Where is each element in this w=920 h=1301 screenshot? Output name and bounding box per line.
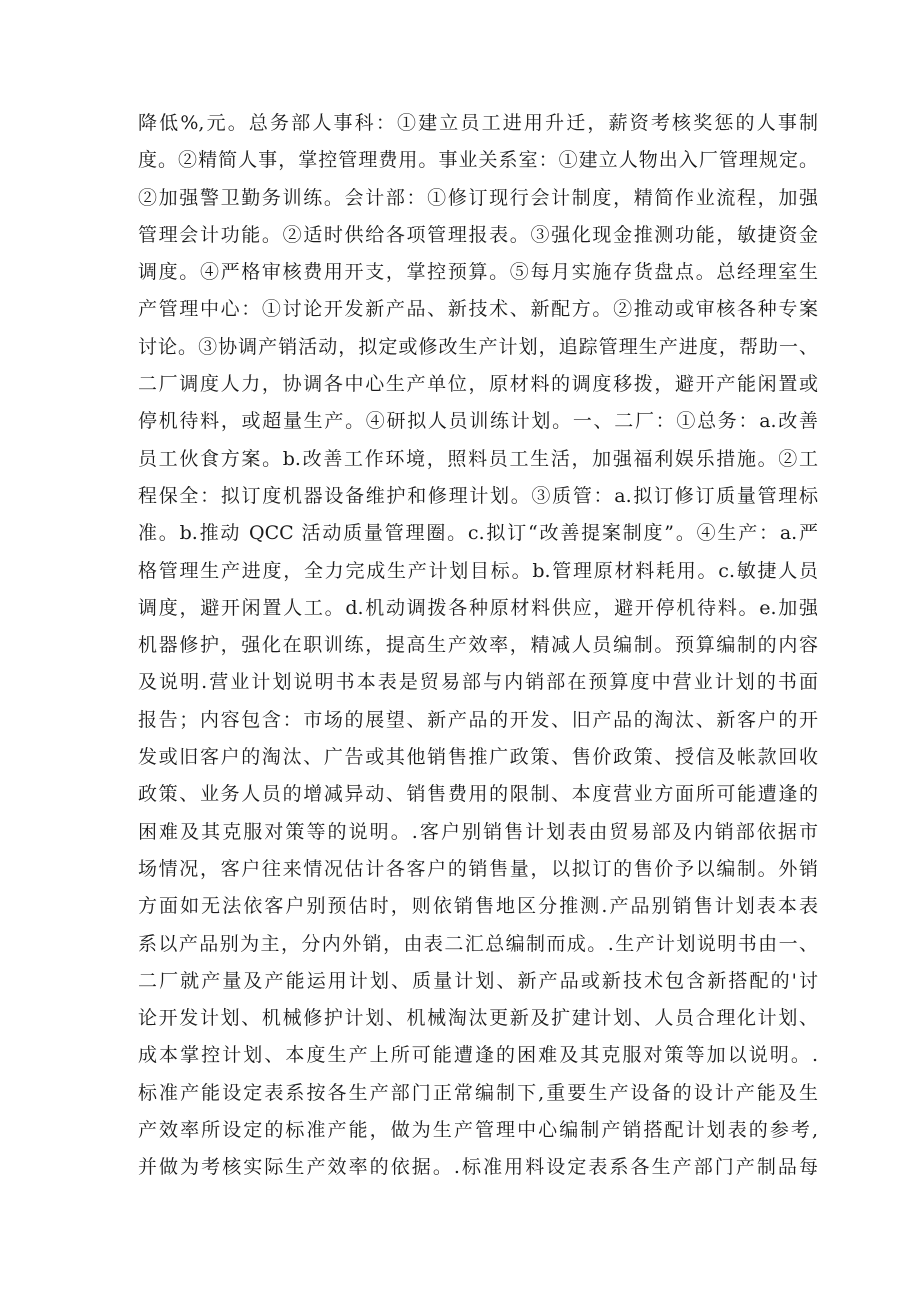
text-line: 论开发计划、机械修护计划、机械淘汰更新及扩建计划、人员合理化计划、	[138, 1007, 818, 1030]
text-line: 产效率所设定的标准产能，做为生产管理中心编制产销搭配计划表的参考,	[138, 1119, 818, 1142]
text-line: 困难及其克服对策等的说明。.客户别销售计划表由贸易部及内销部依据市	[138, 820, 818, 843]
text-line: 停机待料，或超量生产。④研拟人员训练计划。一、二厂：①总务：a.改善	[138, 410, 818, 433]
text-line: 发或旧客户的淘汰、广告或其他销售推广政策、售价政策、授信及帐款回收	[138, 746, 818, 769]
text-line: 二厂调度人力，协调各中心生产单位，原材料的调度移拨，避开产能闲置或	[138, 373, 818, 396]
text-line: 政策、业务人员的增减异动、销售费用的限制、本度营业方面所可能遭逢的	[138, 783, 818, 806]
text-line: 标准产能设定表系按各生产部门正常编制下,重要生产设备的设计产能及生	[138, 1081, 818, 1104]
text-line: 员工伙食方案。b.改善工作环境，照料员工生活，加强福利娱乐措施。②工	[138, 447, 818, 470]
text-line: 降低%,元。总务部人事科：①建立员工进用升迁，薪资考核奖惩的人事制	[138, 112, 818, 134]
document-body	[138, 105, 818, 1187]
text-line: 调度。④严格审核费用开支，掌控预算。⑤每月实施存货盘点。总经理室生	[138, 261, 818, 284]
text-line: 讨论。③协调产销活动，拟定或修改生产计划，追踪管理生产进度，帮助一、	[138, 335, 818, 358]
text-line: 场情况，客户往来情况估计各客户的销售量，以拟订的售价予以编制。外销	[138, 857, 818, 880]
text-line: 产管理中心：①讨论开发新产品、新技术、新配方。②推动或审核各种专案	[138, 298, 818, 321]
text-line: 格管理生产进度，全力完成生产计划目标。b.管理原材料耗用。c.敏捷人员	[138, 559, 818, 582]
text-line: 成本掌控计划、本度生产上所可能遭逢的困难及其克服对策等加以说明。.	[138, 1044, 818, 1067]
text-line: 方面如无法依客户别预估时，则依销售地区分推测.产品别销售计划表本表	[138, 895, 818, 918]
text-line: 机器修护，强化在职训练，提高生产效率，精减人员编制。预算编制的内容	[138, 634, 818, 657]
text-line: 并做为考核实际生产效率的依据。.标准用料设定表系各生产部门产制品每	[138, 1156, 818, 1179]
text-line: 二厂就产量及产能运用计划、质量计划、新产品或新技术包含新搭配的'讨	[138, 969, 818, 992]
text-line: 及说明.营业计划说明书本表是贸易部与内销部在预算度中营业计划的书面	[138, 671, 818, 694]
text-line: 度。②精简人事，掌控管理费用。事业关系室：①建立人物出入厂管理规定。	[138, 149, 818, 172]
text-line: 报告；内容包含：市场的展望、新产品的开发、旧产品的淘汰、新客户的开	[138, 708, 818, 731]
text-line: 管理会计功能。②适时供给各项管理报表。③强化现金推测功能，敏捷资金	[138, 223, 818, 246]
text-line: 准。b.推动 QCC 活动质量管理圈。c.拟订“改善提案制度”。④生产：a.严	[138, 522, 818, 545]
text-line: 程保全：拟订度机器设备维护和修理计划。③质管：a.拟订修订质量管理标	[138, 484, 818, 507]
text-line: 调度，避开闲置人工。d.机动调拨各种原材料供应，避开停机待料。e.加强	[138, 596, 818, 619]
text-line: ②加强警卫勤务训练。会计部：①修订现行会计制度，精简作业流程，加强	[138, 186, 818, 209]
text-line: 系以产品别为主，分内外销，由表二汇总编制而成。.生产计划说明书由一、	[138, 932, 818, 955]
